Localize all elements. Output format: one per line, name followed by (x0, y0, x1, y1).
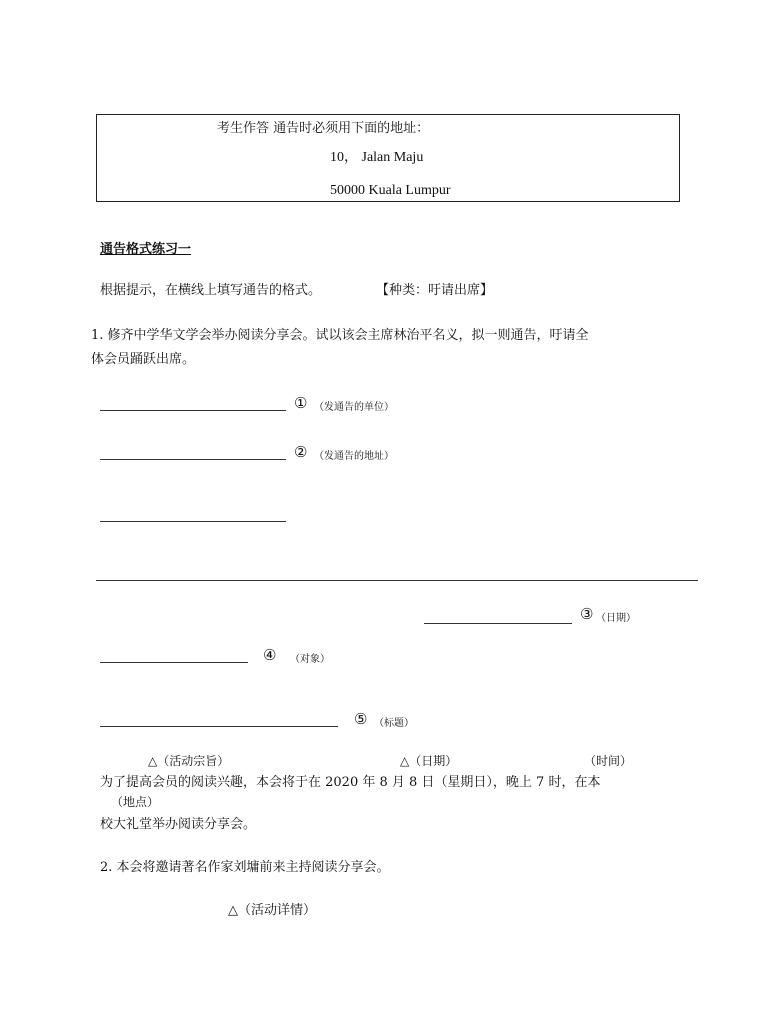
address-line-1: 10， Jalan Maju (330, 150, 424, 165)
annotation-date: △（日期） (400, 754, 458, 768)
annotation-place: （地点） (111, 795, 160, 809)
paragraph-1-line-1: 为了提高会员的阅读兴趣，本会将于在 2020 年 8 月 8 日（星期日），晚上 7 时，在本 (100, 775, 601, 790)
field-4-number: ④ (263, 646, 277, 664)
field-1-number: ① (294, 394, 308, 412)
field-2-number: ② (294, 443, 308, 461)
field-5-number: ⑤ (354, 710, 368, 728)
blank-line-2[interactable] (100, 459, 286, 460)
field-3-hint: （日期） (596, 613, 636, 624)
field-3-number: ③ (580, 605, 594, 623)
address-note: 考生作答 通告时必须用下面的地址： (217, 121, 430, 136)
paragraph-1-line-2: 校大礼堂举办阅读分享会。 (100, 817, 257, 832)
address-line-2: 50000 Kuala Lumpur (330, 183, 451, 198)
blank-line-address-extra[interactable] (100, 521, 286, 522)
field-4-hint: （对象） (290, 654, 330, 665)
annotation-details: △（活动详情） (228, 903, 316, 918)
question-line-2: 体会员踊跃出席。 (91, 352, 196, 367)
blank-line-5[interactable] (100, 726, 338, 727)
blank-line-3[interactable] (424, 623, 572, 624)
instruction-text: 根据提示，在横线上填写通告的格式。 (100, 283, 322, 298)
field-2-hint: （发通告的地址） (314, 451, 394, 462)
annotation-time: （时间） (584, 754, 633, 768)
blank-line-4[interactable] (100, 662, 248, 663)
field-5-hint: （标题） (374, 718, 414, 729)
blank-line-1[interactable] (100, 410, 286, 411)
blank-line-separator[interactable] (96, 580, 698, 581)
field-1-hint: （发通告的单位） (314, 402, 394, 413)
paragraph-2: 2. 本会将邀请著名作家刘墉前来主持阅读分享会。 (100, 860, 390, 875)
exercise-title: 通告格式练习一 (100, 242, 192, 257)
type-tag: 【种类：吁请出席】 (376, 283, 494, 298)
question-line-1: 1. 修齐中学华文学会举办阅读分享会。试以该会主席林治平名义，拟一则通告，吁请全 (91, 328, 589, 343)
annotation-purpose: △（活动宗旨） (148, 754, 230, 768)
